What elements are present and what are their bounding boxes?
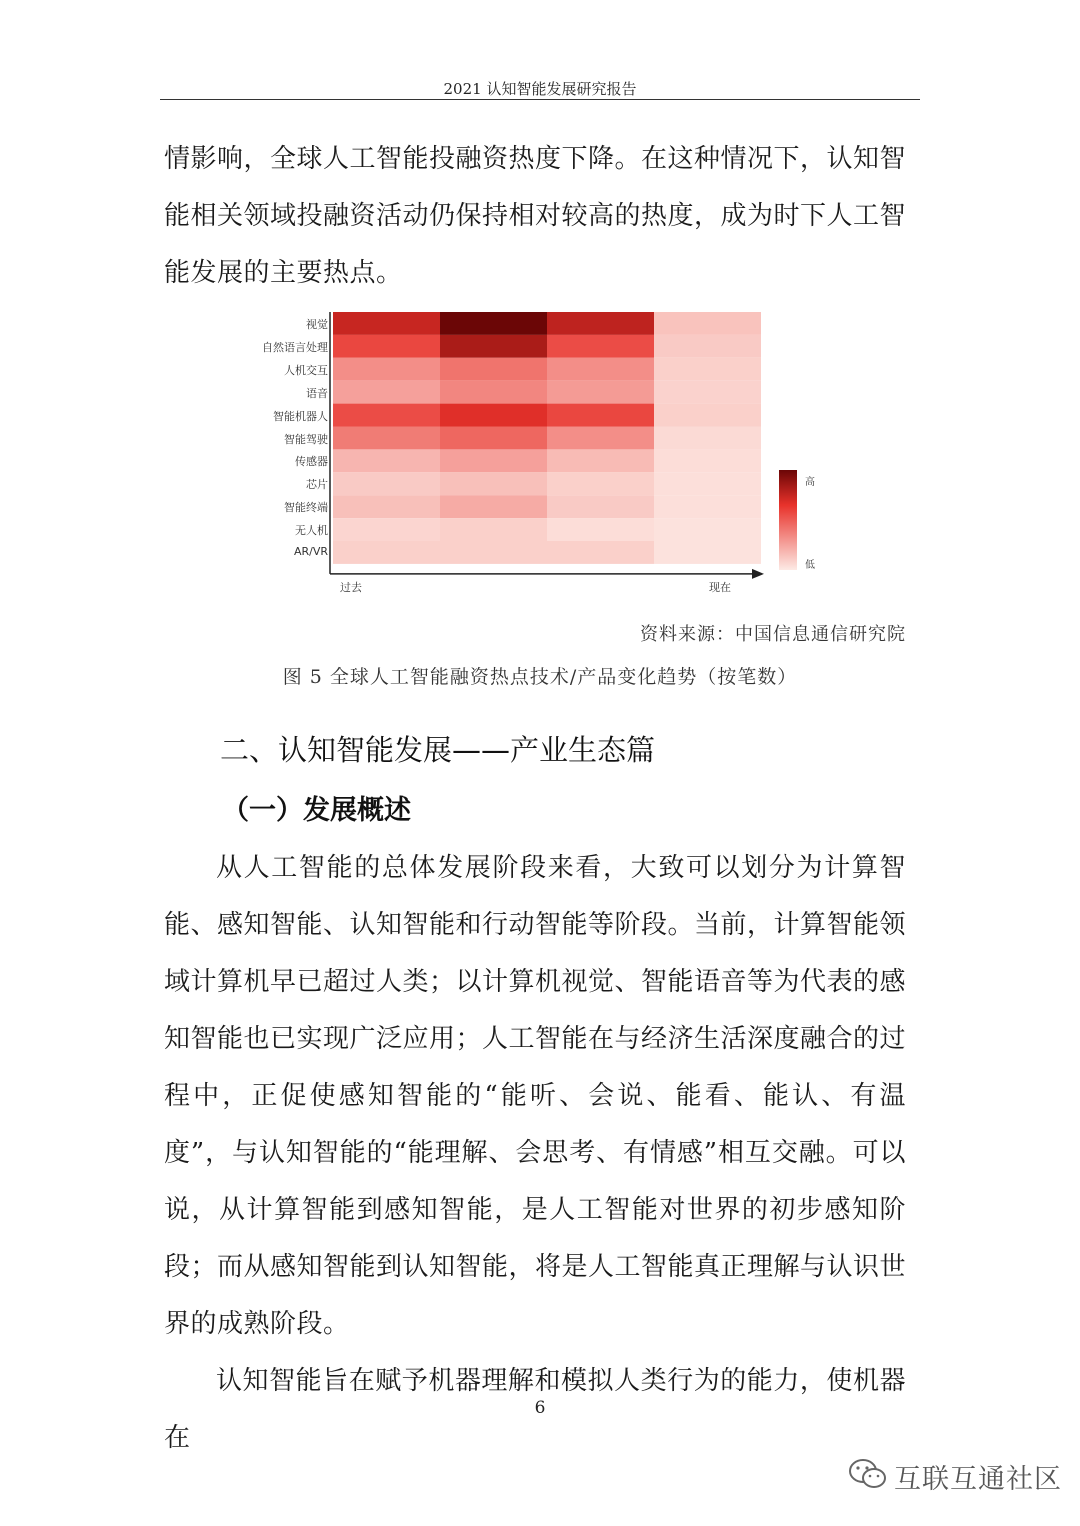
heatmap-cell xyxy=(333,449,440,472)
heatmap-cell xyxy=(547,495,654,518)
heatmap-cell xyxy=(440,449,547,472)
subsection-title: （一）发展概述 xyxy=(222,795,411,826)
legend-low-label: 低 xyxy=(805,560,815,571)
heatmap-cell xyxy=(654,335,761,358)
heatmap-cell xyxy=(440,541,547,564)
heatmap-cell xyxy=(547,381,654,404)
heatmap-chart xyxy=(240,300,840,600)
page-header-title: 2021 认知智能发展研究报告 xyxy=(443,80,637,98)
heatmap-cell xyxy=(333,358,440,381)
x-end-label: 现在 xyxy=(709,581,731,594)
heatmap-svg xyxy=(240,300,840,600)
heatmap-row-label: 芯片 xyxy=(306,478,328,492)
watermark-text: 互联互通社区 xyxy=(894,1463,1062,1495)
heatmap-cell xyxy=(333,472,440,495)
heatmap-cell xyxy=(440,495,547,518)
heatmap-cell xyxy=(440,381,547,404)
x-start-label: 过去 xyxy=(340,581,362,594)
heatmap-cell xyxy=(333,427,440,450)
heatmap-row-label: 传感器 xyxy=(295,455,328,469)
heatmap-cell xyxy=(654,358,761,381)
heatmap-cell xyxy=(440,518,547,541)
watermark xyxy=(848,1456,1062,1496)
heatmap-row-label: 智能终端 xyxy=(284,501,328,515)
heatmap-row-label: AR/VR xyxy=(293,545,328,558)
heatmap-cell xyxy=(654,541,761,564)
heatmap-cell xyxy=(654,495,761,518)
main-text-block xyxy=(164,840,906,1467)
heatmap-cell xyxy=(547,472,654,495)
heatmap-row-label: 语音 xyxy=(306,386,328,400)
heatmap-cell xyxy=(654,472,761,495)
heatmap-cell xyxy=(440,404,547,427)
intro-text-block xyxy=(164,131,906,302)
heatmap-cell xyxy=(333,312,440,335)
body-paragraph: 认知智能旨在赋予机器理解和模拟人类行为的能力，使机器在 xyxy=(164,1366,906,1453)
figure-caption: 图 5 全球人工智能融资热点技术/产品变化趋势（按笔数） xyxy=(282,666,798,688)
heatmap-cell xyxy=(547,449,654,472)
heatmap-cell xyxy=(333,381,440,404)
heatmap-cell xyxy=(547,404,654,427)
heatmap-cell xyxy=(440,472,547,495)
heatmap-cell xyxy=(547,427,654,450)
wechat-icon xyxy=(848,1457,888,1495)
heatmap-cell xyxy=(654,449,761,472)
heatmap-cell xyxy=(547,518,654,541)
heatmap-cell xyxy=(440,427,547,450)
heatmap-cell xyxy=(333,518,440,541)
heatmap-cell xyxy=(440,312,547,335)
intro-paragraph: 情影响，全球人工智能投融资热度下降。在这种情况下，认知智能相关领域投融资活动仍保持相对较高的热度，成为时下人工智能发展的主要热点。 xyxy=(164,144,907,288)
heatmap-cell xyxy=(654,312,761,335)
heatmap-cell xyxy=(547,541,654,564)
heatmap-row-label: 智能驾驶 xyxy=(284,432,328,446)
heatmap-row-label: 自然语言处理 xyxy=(262,340,328,354)
heatmap-cell xyxy=(440,335,547,358)
heatmap-cell xyxy=(333,335,440,358)
header-rule xyxy=(160,99,920,100)
heatmap-cell xyxy=(654,518,761,541)
x-axis-arrow xyxy=(752,569,764,579)
heatmap-cell xyxy=(654,381,761,404)
heatmap-cell xyxy=(333,495,440,518)
legend-high-label: 高 xyxy=(805,477,815,488)
heatmap-row-label: 人机交互 xyxy=(284,363,328,377)
heatmap-cell xyxy=(333,404,440,427)
heatmap-row-label: 智能机器人 xyxy=(273,409,328,423)
heatmap-cell xyxy=(547,312,654,335)
heatmap-cell xyxy=(654,404,761,427)
body-paragraph: 从人工智能的总体发展阶段来看，大致可以划分为计算智能、感知智能、认知智能和行动智能等阶段。当前，计算智能领域计算机早已超过人类；以计算机视觉、智能语音等为代表的感知智能也已实现广泛应用；人工智能在与经济生活深度融合的过程中，正促使感知智能的“能听、会说、能看、能认、有温度”，与认知智能的“能理解、会思考、有情感”相互交融。可以说，从计算智能到感知智能，是人工智能对世界的初步感知阶段；而从感知智能到认知智能，将是人工智能真正理解与认识世界的成熟阶段。 xyxy=(164,853,907,1339)
heatmap-row-label: 视觉 xyxy=(306,318,328,331)
heatmap-cell xyxy=(547,335,654,358)
heatmap-cell xyxy=(333,541,440,564)
section-title: 二、认知智能发展——产业生态篇 xyxy=(220,733,656,767)
heatmap-cell xyxy=(547,358,654,381)
heatmap-row-label: 无人机 xyxy=(295,524,328,538)
heatmap-cell xyxy=(440,358,547,381)
heatmap-cell xyxy=(654,427,761,450)
figure-source: 资料来源：中国信息通信研究院 xyxy=(640,624,906,645)
legend-color-bar xyxy=(779,470,797,570)
page-number: 6 xyxy=(534,1398,546,1418)
